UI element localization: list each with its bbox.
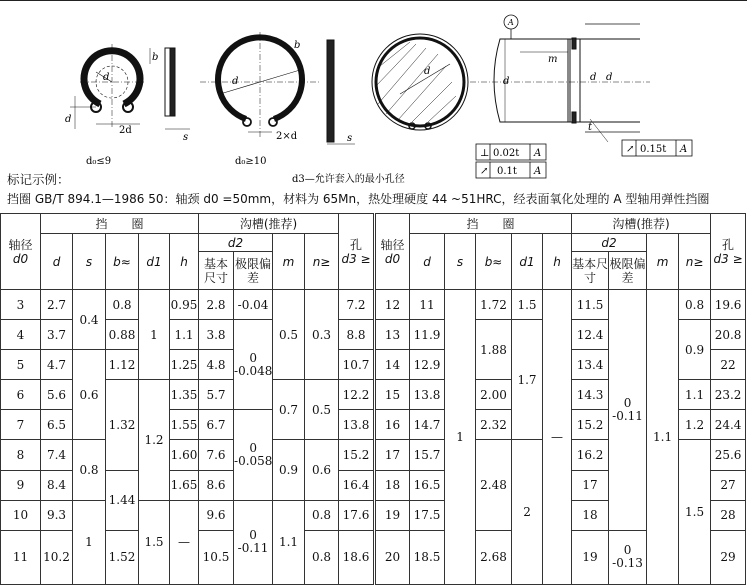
hdr-hole-right: 孔 d3 ≥ [711, 214, 746, 290]
table-cell: 11 [410, 290, 445, 320]
table-cell: -0.04 [234, 290, 273, 320]
table-cell: 10.5 [199, 530, 234, 584]
table-header-cell: 极限偏差 [609, 252, 647, 290]
table-header-cell: d [410, 234, 445, 290]
table-cell: — [543, 290, 572, 585]
table-cell: 9 [1, 470, 41, 500]
table-cell: 0.6 [305, 440, 339, 500]
table-header-cell: 极限偏差 [234, 252, 273, 290]
label-2d1: 2d [119, 125, 132, 136]
table-cell: 1.5 [679, 440, 711, 585]
table-cell: 15.7 [410, 440, 445, 470]
label-b2: b [294, 40, 301, 51]
label-b1: b [152, 52, 159, 63]
table-cell: 18.5 [410, 530, 445, 584]
table-cell: 19 [375, 500, 410, 530]
table-cell: 0.4 [73, 290, 106, 350]
table-cell: 1.2 [139, 380, 170, 500]
table-cell: 12 [375, 290, 410, 320]
table-cell: 5.6 [41, 380, 73, 410]
tol-A1: A [534, 148, 542, 159]
table-cell: 10 [1, 500, 41, 530]
table-cell: 0.8 [73, 440, 106, 500]
table-cell: 14 [375, 350, 410, 380]
datum-A-label: A [508, 18, 514, 27]
table-header-cell: s [445, 234, 476, 290]
table-cell: 1.25 [170, 350, 199, 380]
table-cell: 1.2 [679, 410, 711, 440]
hdr-ring-left: 挡 圈 [41, 214, 199, 234]
table-cell: 6 [1, 380, 41, 410]
perp-symbol: ⊥ [480, 148, 490, 159]
table-cell: 0.5 [273, 290, 305, 380]
table-cell: 13.8 [410, 380, 445, 410]
table-cell: 1.52 [106, 530, 139, 584]
table-cell: 1.55 [170, 410, 199, 440]
table-header-cell: n≥ [305, 234, 339, 290]
table-cell: 11 [1, 530, 41, 584]
hdr-groove-left: 沟槽(推荐) [199, 214, 339, 234]
table-header-cell: d [41, 234, 73, 290]
table-cell: 0.6 [73, 350, 106, 440]
table-header-cell: d2 [572, 234, 647, 252]
hdr-ring-right: 挡 圈 [410, 214, 572, 234]
table-cell: 8 [1, 440, 41, 470]
table-cell: 0.8 [305, 530, 339, 584]
table-cell: 1 [139, 290, 170, 380]
table-cell: 11.9 [410, 320, 445, 350]
table-cell: 0 -0.11 [234, 500, 273, 584]
table-cell: 15.2 [339, 440, 375, 470]
table-cell: 17 [375, 440, 410, 470]
table-cell: 11.5 [572, 290, 609, 320]
table-cell: 22 [711, 350, 746, 380]
table-cell: 7.4 [41, 440, 73, 470]
table-cell: 15 [375, 380, 410, 410]
table-cell: 18.6 [339, 530, 375, 584]
table-cell: 1.72 [476, 290, 512, 320]
marking-example-title: 标记示例： [7, 172, 70, 187]
table-cell: 1 [73, 500, 106, 584]
table-cell: 16 [375, 410, 410, 440]
table-header-cell: m [273, 234, 305, 290]
top-rule [0, 0, 747, 1]
table-cell: 5 [1, 350, 41, 380]
table-cell: 3.8 [199, 320, 234, 350]
tol-0.15t: 0.15t [640, 144, 667, 155]
table-cell: 18 [572, 500, 609, 530]
shaft-section-figure [372, 34, 468, 130]
table-cell: 14.7 [410, 410, 445, 440]
table-cell: 25.6 [711, 440, 746, 470]
table-header-cell: n≥ [679, 234, 711, 290]
table-cell: 1.5 [512, 290, 543, 320]
table-cell: 1.44 [106, 470, 139, 530]
table-cell: 23.2 [711, 380, 746, 410]
table-header-cell: 基本尺寸 [199, 252, 234, 290]
table-cell: 1.1 [170, 320, 199, 350]
table-header-cell: 基本尺寸 [572, 252, 609, 290]
table-cell: 4.8 [199, 350, 234, 380]
table-cell: 17 [572, 470, 609, 500]
hdr-shaft-left: 轴径 d0 [1, 214, 41, 290]
label-d0-b: d [606, 72, 613, 83]
label-2xd1: 2×d [276, 131, 298, 142]
table-cell: 16.2 [572, 440, 609, 470]
table-cell: 12.9 [410, 350, 445, 380]
label-d0-ge10: d₀≥10 [235, 156, 267, 167]
table-cell: 3 [1, 290, 41, 320]
table-cell: 27 [711, 470, 746, 500]
table-cell: 1.88 [476, 320, 512, 380]
label-d0-le9: d₀≤9 [86, 156, 112, 167]
table-cell: 5.7 [199, 380, 234, 410]
table-cell: 0 -0.11 [609, 290, 647, 531]
table-cell: 0.5 [305, 380, 339, 440]
table-cell: 0 -0.13 [609, 530, 647, 584]
table-header-cell: m [647, 234, 679, 290]
table-header-cell: s [73, 234, 106, 290]
marking-example-text: 挡圈 GB/T 894.1—1986 50：轴颈 d0 =50mm，材料为 65Mn，热处理硬度 44 ~51HRC，经表面氧化处理的 A 型轴用弹性挡圈 [7, 192, 710, 206]
table-cell: 8.6 [199, 470, 234, 500]
table-cell: 8.4 [41, 470, 73, 500]
table-cell: 1.1 [647, 290, 679, 585]
table-cell: 17.5 [410, 500, 445, 530]
dimension-table [0, 213, 746, 585]
assembly-figure [470, 15, 650, 142]
table-cell: 2.32 [476, 410, 512, 440]
table-cell: 0.9 [273, 440, 305, 500]
table-cell: 13.4 [572, 350, 609, 380]
table-header-cell: h [543, 234, 572, 290]
table-cell: 0.8 [679, 290, 711, 320]
table-cell: 0.95 [170, 290, 199, 320]
table-cell: 10.7 [339, 350, 375, 380]
table-cell: 16.5 [410, 470, 445, 500]
table-cell: 2.7 [41, 290, 73, 320]
label-d2: d [590, 72, 597, 83]
table-cell: 4.7 [41, 350, 73, 380]
table-cell: 10.2 [41, 530, 73, 584]
table-header-cell: b≈ [476, 234, 512, 290]
table-cell: 0.88 [106, 320, 139, 350]
table-cell: 3.7 [41, 320, 73, 350]
table-cell: 0.7 [273, 380, 305, 440]
table-cell: 0 -0.048 [234, 320, 273, 410]
table-cell: 29 [711, 530, 746, 584]
table-cell: 1.65 [170, 470, 199, 500]
table-cell: 1.32 [106, 380, 139, 470]
table-cell: 18 [375, 470, 410, 500]
table-cell: — [170, 500, 199, 584]
label-d1: d [65, 114, 72, 125]
hdr-hole-left: 孔 d3 ≥ [339, 214, 375, 290]
table-cell: 2 [512, 440, 543, 585]
table-cell: 2.68 [476, 530, 512, 584]
table-cell: 20 [375, 530, 410, 584]
figure-caption: d3—允许套入的最小孔径 [292, 174, 405, 185]
table-cell: 19.6 [711, 290, 746, 320]
runout-symbol-2: ↗ [626, 144, 635, 155]
table-cell: 8.8 [339, 320, 375, 350]
hdr-shaft-right: 轴径 d0 [375, 214, 410, 290]
label-d3: d [424, 66, 431, 77]
tol-A2: A [534, 166, 542, 177]
table-cell: 16.4 [339, 470, 375, 500]
label-m: m [548, 54, 558, 65]
table-cell: 1 [445, 290, 476, 585]
table-cell: 1.7 [512, 320, 543, 440]
table-cell: 1.5 [139, 500, 170, 584]
table-cell: 2.48 [476, 440, 512, 530]
hdr-groove-right: 沟槽(推荐) [572, 214, 711, 234]
label-s2: s [347, 133, 353, 144]
table-cell: 13.8 [339, 410, 375, 440]
table-cell: 7.2 [339, 290, 375, 320]
table-cell: 0 -0.058 [234, 410, 273, 500]
table-cell: 0.9 [679, 320, 711, 380]
table-cell: 28 [711, 500, 746, 530]
label-d: d [232, 76, 239, 87]
table-cell: 6.5 [41, 410, 73, 440]
table-cell: 1.60 [170, 440, 199, 470]
table-cell: 15.2 [572, 410, 609, 440]
label-t: t [588, 122, 593, 133]
table-cell: 2.8 [199, 290, 234, 320]
table-cell: 12.2 [339, 380, 375, 410]
table-cell: 0.8 [305, 500, 339, 530]
table-header-cell: d2 [199, 234, 273, 252]
table-cell: 1.35 [170, 380, 199, 410]
table-header-cell: b≈ [106, 234, 139, 290]
table-cell: 20.8 [711, 320, 746, 350]
table-cell: 6.7 [199, 410, 234, 440]
table-cell: 24.4 [711, 410, 746, 440]
ring-small-figure [70, 44, 150, 129]
table-cell: 0.3 [305, 290, 339, 380]
table-cell: 2.00 [476, 380, 512, 410]
label-s1: s [183, 132, 189, 143]
table-header-cell: h [170, 234, 199, 290]
table-cell: 19 [572, 530, 609, 584]
table-cell: 1.1 [273, 500, 305, 584]
ring-large-figure [200, 32, 320, 139]
table-cell: 0.8 [106, 290, 139, 320]
table-cell: 9.3 [41, 500, 73, 530]
table-cell: 14.3 [572, 380, 609, 410]
table-cell: 1.12 [106, 350, 139, 380]
table-cell: 12.4 [572, 320, 609, 350]
table-cell: 4 [1, 320, 41, 350]
table-cell: 17.6 [339, 500, 375, 530]
table-cell: 13 [375, 320, 410, 350]
table-header-cell: d1 [139, 234, 170, 290]
tol-0.1t: 0.1t [497, 166, 517, 177]
runout-symbol-1: ↗ [480, 166, 489, 177]
label-d1-inner: d [103, 72, 110, 83]
tol-A3: A [680, 144, 688, 155]
table-cell: 9.6 [199, 500, 234, 530]
label-d0-asm: d [503, 76, 510, 87]
table-cell: 1.1 [679, 380, 711, 410]
table-header-cell: d1 [512, 234, 543, 290]
table-cell: 7 [1, 410, 41, 440]
table-cell: 7.6 [199, 440, 234, 470]
tol-0.02t: 0.02t [493, 148, 520, 159]
